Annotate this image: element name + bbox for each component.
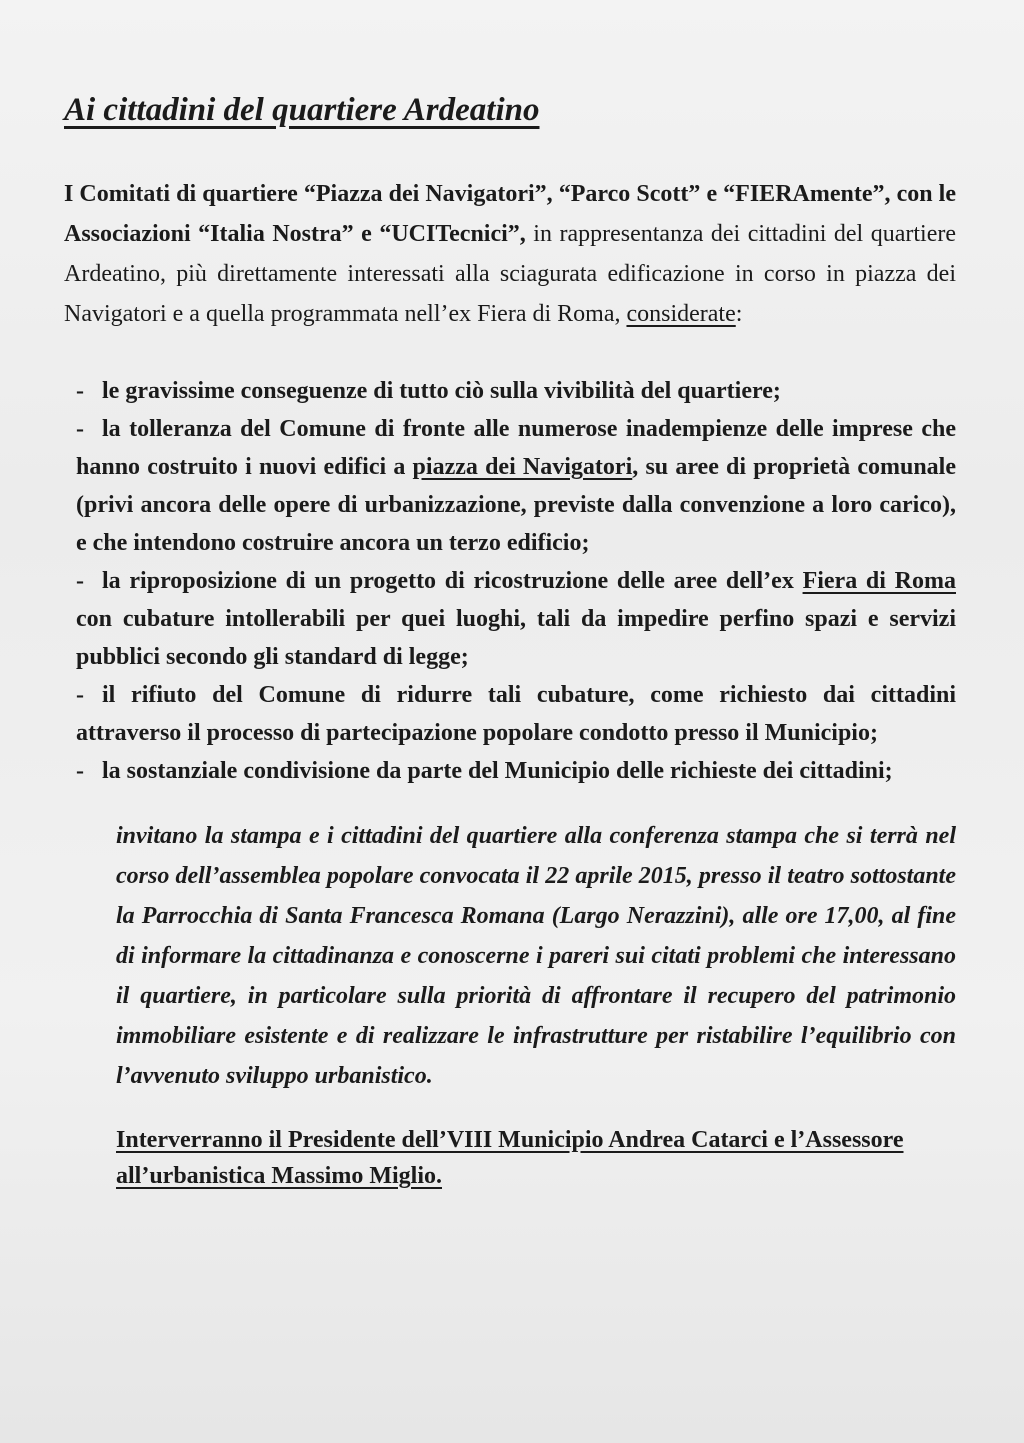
flyer-title: Ai cittadini del quartiere Ardeatino (64, 92, 540, 128)
list-item-text: le gravissime conseguenze di tutto ciò sulla vivibilità del quartiere; (102, 377, 781, 404)
list-item (76, 562, 956, 676)
list-item (76, 410, 956, 562)
list-item-text: la tolleranza del Comune di fronte alle numerose inadempienze delle imprese che hanno costruito i nuovi edifici a (76, 415, 956, 480)
intro-end: : (735, 300, 743, 327)
underlined-place: piazza dei Navigatori (412, 453, 633, 480)
list-dash: - (76, 567, 84, 594)
list-item-text: , su aree di proprietà comunale (privi ancora delle opere di urbanizzazione, previste dalla convenzione a loro carico), e che intendono costruire ancora un terzo edificio; (76, 453, 956, 556)
list-dash: - (76, 681, 84, 708)
considerations-list (64, 372, 956, 790)
intro-verb: considerate (626, 300, 736, 327)
list-item (76, 752, 956, 790)
invitation-paragraph: invitano la stampa e i cittadini del quartiere alla conferenza stampa che si terrà nel corso dell’assemblea popolare convocata il 22 aprile 2015, presso il teatro sottostante la Parrocchia di Santa Francesca Romana (Largo Nerazzini), alle ore 17,00, al fine di informare la cittadinanza e conoscerne i pareri sui citati problemi che interessano il quartiere, in particolare sulla priorità di affrontare il recupero del patrimonio immobiliare esistente e di realizzare le infrastrutture per ristabilire l’equilibrio con l’avvenuto sviluppo urbanistico. (116, 822, 956, 1089)
list-dash: - (76, 377, 84, 404)
list-item-text: con cubature intollerabili per quei luoghi, tali da impedire perfino spazi e servizi pubblici secondo gli standard di legge; (76, 605, 956, 670)
list-item-text: la riproposizione di un progetto di ricostruzione delle aree dell’ex (102, 567, 803, 594)
list-item-text: la sostanziale condivisione da parte del Municipio delle richieste dei cittadini; (102, 757, 893, 784)
speakers-note: Interverranno il Presidente dell’VIII Municipio Andrea Catarci e l’Assessore all’urbanistica Massimo Miglio. (116, 1126, 904, 1189)
list-item-text: il rifiuto del Comune di ridurre tali cubature, come richiesto dai cittadini attraverso il processo di partecipazione popolare condotto presso il Municipio; (76, 681, 956, 746)
list-dash: - (76, 757, 84, 784)
intro-subjects: I Comitati di quartiere “Piazza dei Navigatori”, “Parco Scott” e “FIERAmente”, con le Associazioni “Italia Nostra” e “UCITecnici”, (64, 180, 956, 247)
list-item (76, 372, 956, 410)
list-item (76, 676, 956, 752)
intro-paragraph (64, 174, 956, 334)
list-dash: - (76, 415, 84, 442)
underlined-place: Fiera di Roma (802, 567, 956, 594)
intro-body: in rappresentanza dei cittadini del quartiere Ardeatino, più direttamente interessati alla sciagurata edificazione in corso in piazza dei Navigatori e a quella programmata nell’ex Fiera di Roma, (64, 220, 956, 327)
